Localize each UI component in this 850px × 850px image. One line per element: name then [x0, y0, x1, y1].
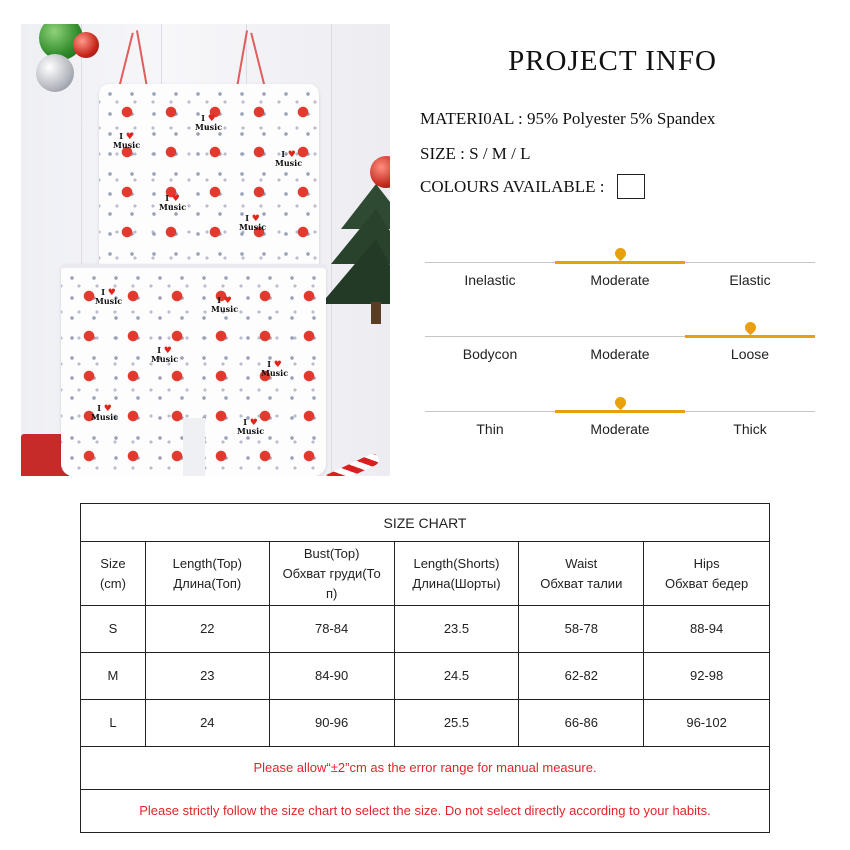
scale-label: Thin — [476, 421, 504, 437]
table-cell: 78-84 — [269, 606, 394, 653]
crop-top — [99, 84, 319, 269]
table-cell: L — [81, 700, 146, 747]
table-note-row — [81, 747, 770, 790]
print-graphic: I ♥ Music — [261, 359, 289, 378]
silver-ornament — [36, 54, 74, 92]
thickness-scale — [425, 411, 815, 451]
table-cell: 84-90 — [269, 653, 394, 700]
shorts — [61, 264, 326, 476]
column-header: Waist Обхват талии — [519, 542, 644, 606]
elasticity-scale — [425, 262, 815, 302]
table-cell: 96-102 — [644, 700, 770, 747]
print-graphic: I ♥ Music — [91, 403, 119, 422]
table-note-row — [81, 790, 770, 833]
table-cell: M — [81, 653, 146, 700]
table-cell: 58-78 — [519, 606, 644, 653]
table-cell: 25.5 — [394, 700, 519, 747]
top-strap — [250, 33, 265, 88]
table-row — [81, 606, 770, 653]
table-cell: 62-82 — [519, 653, 644, 700]
print-graphic: I ♥ Music — [211, 295, 239, 314]
size-advice-note: Please strictly follow the size chart to select the size. Do not select directly according to your habits. — [81, 790, 770, 833]
colours-label: COLOURS AVAILABLE : — [420, 177, 605, 196]
table-cell: 90-96 — [269, 700, 394, 747]
column-header: Length(Shorts) Длина(Шорты) — [394, 542, 519, 606]
print-graphic: I ♥ Music — [159, 193, 187, 212]
page-title: PROJECT INFO — [508, 45, 717, 77]
product-photo — [21, 24, 390, 476]
table-cell: 24 — [145, 700, 269, 747]
column-header: Length(Top) Длина(Топ) — [145, 542, 269, 606]
error-range-note: Please allow“±2”cm as the error range for manual measure. — [81, 747, 770, 790]
print-graphic: I ♥ Music — [237, 417, 265, 436]
scale-label: Moderate — [590, 421, 650, 437]
table-row — [81, 653, 770, 700]
material-value: 95% Polyester 5% Spandex — [527, 109, 716, 128]
size-label: SIZE : — [420, 144, 465, 163]
location-pin-icon — [613, 246, 629, 262]
christmas-tree — [321, 184, 390, 324]
colour-swatch-box — [617, 174, 645, 199]
table-cell: 88-94 — [644, 606, 770, 653]
scale-label: Loose — [730, 346, 770, 362]
location-pin-icon — [613, 395, 629, 411]
scale-label: Moderate — [590, 346, 650, 362]
colours-line — [420, 177, 645, 199]
table-cell: 23.5 — [394, 606, 519, 653]
location-pin-icon — [743, 320, 759, 336]
size-chart-title: SIZE CHART — [81, 504, 770, 542]
table-cell: S — [81, 606, 146, 653]
shorts-leg-gap — [183, 418, 205, 476]
red-ornament — [73, 32, 99, 58]
scale-label: Inelastic — [464, 272, 516, 288]
top-strap — [136, 30, 148, 87]
scale-label: Bodycon — [462, 346, 518, 362]
top-strap — [118, 33, 133, 88]
print-graphic: I ♥ Music — [151, 345, 179, 364]
table-cell: 92-98 — [644, 653, 770, 700]
fit-scale — [425, 336, 815, 376]
material-line — [420, 109, 715, 129]
size-value: S / M / L — [469, 144, 531, 163]
column-header: Bust(Top) Обхват груди(То п) — [269, 542, 394, 606]
print-graphic: I ♥ Music — [275, 149, 303, 168]
table-cell: 66-86 — [519, 700, 644, 747]
print-graphic: I ♥ Music — [95, 287, 123, 306]
table-cell: 24.5 — [394, 653, 519, 700]
column-header: Hips Обхват бедер — [644, 542, 770, 606]
material-label: MATERI0AL : — [420, 109, 523, 128]
print-graphic: I ♥ Music — [113, 131, 141, 150]
table-row — [81, 700, 770, 747]
scale-label: Thick — [733, 421, 767, 437]
scale-label: Elastic — [729, 272, 771, 288]
column-header: Size (cm) — [81, 542, 146, 606]
table-header-row — [81, 542, 770, 606]
table-cell: 22 — [145, 606, 269, 653]
size-line — [420, 144, 531, 164]
scale-label: Moderate — [590, 272, 650, 288]
size-chart-table — [80, 503, 770, 833]
table-cell: 23 — [145, 653, 269, 700]
print-graphic: I ♥ Music — [195, 113, 223, 132]
print-graphic: I ♥ Music — [239, 213, 267, 232]
